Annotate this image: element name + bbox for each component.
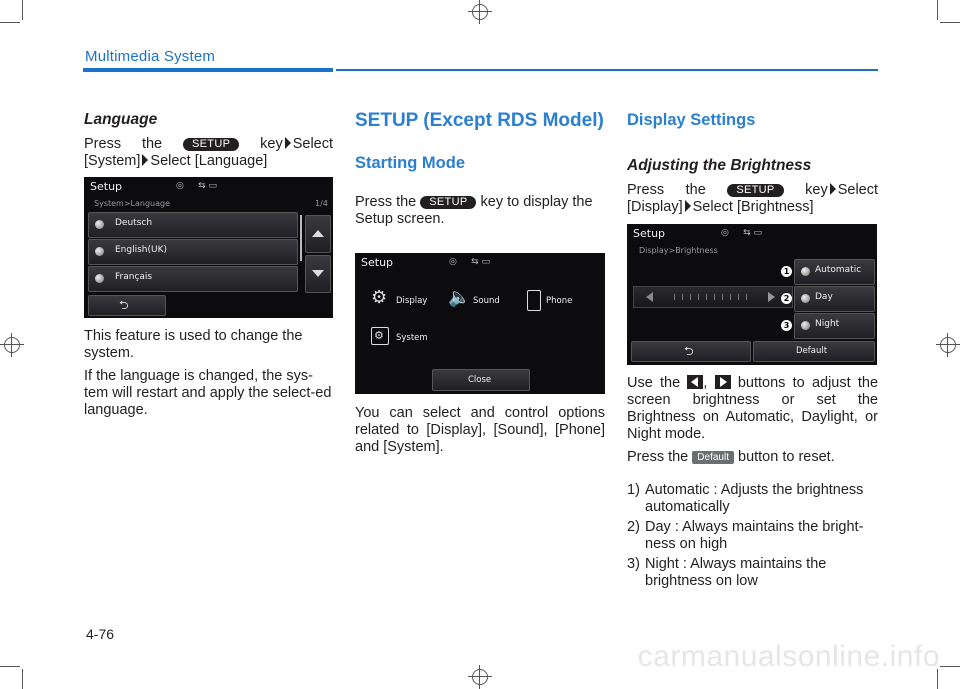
crop-mark — [0, 666, 20, 667]
mode-list — [627, 482, 878, 590]
increase-icon[interactable] — [768, 292, 775, 302]
language-heading: Language — [84, 111, 158, 128]
setup-heading: SETUP (Except RDS Model) — [355, 110, 604, 131]
system-gear-icon[interactable]: ⚙ — [371, 327, 389, 345]
scrollbar[interactable] — [300, 215, 302, 261]
registration-mark — [468, 665, 492, 689]
right-column — [627, 112, 878, 216]
language-para2: If the language is changed, the sys-tem will restart and apply the select-ed language. — [84, 368, 332, 418]
screen-title: Setup — [633, 227, 666, 240]
system-option-label[interactable]: System — [396, 333, 428, 343]
crop-mark — [940, 22, 960, 23]
left-column-body — [84, 328, 333, 419]
list-item: 1) Automatic : Adjusts the brightness automatically — [627, 482, 864, 515]
crop-mark — [22, 669, 23, 689]
default-key-badge: Default — [692, 451, 734, 464]
sound-icon[interactable]: 🔈 — [448, 287, 471, 308]
starting-mode-para: You can select and control options related to [Display], [Sound], [Phone] and [System]. — [355, 405, 605, 455]
back-button[interactable] — [631, 341, 751, 362]
brightness-scale — [674, 294, 754, 300]
screen-title: Setup — [90, 180, 123, 193]
setup-key-badge: SETUP — [727, 184, 783, 197]
language-option-francais[interactable]: Français — [88, 266, 298, 292]
screen-path: System>Language — [94, 199, 171, 208]
brightness-instruction-line2: [Display] Select [Brightness] — [627, 199, 814, 215]
scroll-down-button[interactable] — [305, 255, 331, 293]
close-button[interactable]: Close — [432, 369, 530, 391]
brightness-automatic-option[interactable]: Automatic — [794, 259, 875, 285]
arrow-right-icon — [285, 137, 291, 149]
watermark: carmanualsonline.info — [637, 640, 940, 673]
marker-2: 2 — [781, 293, 792, 304]
registration-mark — [936, 333, 960, 357]
header-rule — [83, 68, 333, 72]
triangle-up-icon — [312, 230, 324, 237]
back-button[interactable] — [88, 295, 166, 316]
triangle-down-icon — [312, 270, 324, 277]
language-para1: This feature is used to change the system. — [84, 328, 303, 361]
middle-column — [355, 112, 605, 228]
arrow-right-icon — [830, 183, 836, 195]
marker-1: 1 — [781, 266, 792, 277]
screen-path: Display>Brightness — [639, 246, 718, 255]
page-number: 4-76 — [86, 626, 115, 642]
status-icons: ◎ ⇆ ▭ — [449, 257, 491, 267]
header-rule — [336, 69, 878, 71]
registration-mark — [0, 333, 24, 357]
phone-icon[interactable] — [527, 290, 541, 311]
back-arrow-icon: ⮌ — [684, 344, 694, 358]
phone-option-label[interactable]: Phone — [546, 296, 573, 306]
list-item: 2) Day : Always maintains the bright-ness on high — [627, 519, 864, 552]
decrease-icon[interactable] — [646, 292, 653, 302]
setup-key-badge: SETUP — [183, 138, 239, 151]
marker-3: 3 — [781, 320, 792, 331]
brightness-night-option[interactable]: Night — [794, 313, 875, 339]
registration-mark — [468, 0, 492, 24]
reset-instruction: Press the Default button to reset. — [627, 449, 835, 465]
default-button[interactable]: Default — [753, 341, 875, 362]
scroll-up-button[interactable] — [305, 215, 331, 253]
crop-mark — [0, 22, 20, 23]
language-screen — [84, 177, 333, 318]
arrow-right-icon — [685, 200, 691, 212]
display-option-label[interactable]: Display — [396, 296, 428, 306]
status-icons: ◎ ⇆ ▭ — [721, 228, 763, 238]
right-column-body — [627, 375, 878, 590]
display-settings-icon[interactable]: ⚙ — [371, 287, 388, 308]
list-item: 3) Night : Always maintains the brightness on low — [627, 556, 827, 589]
back-arrow-icon: ⮌ — [119, 298, 129, 312]
setup-screen — [355, 253, 605, 394]
starting-mode-instruction: Press the SETUP key to display the Setup screen. — [355, 194, 593, 227]
arrow-right-icon — [142, 154, 148, 166]
display-settings-heading: Display Settings — [627, 111, 756, 129]
language-instruction-line1: Press the SETUP key Select — [84, 136, 334, 152]
left-column — [84, 111, 333, 170]
brightness-instruction-line1: Press the SETUP key Select — [627, 182, 879, 198]
language-instruction-line2: [System] Select [Language] — [84, 153, 268, 169]
language-option-deutsch[interactable]: Deutsch — [88, 212, 298, 238]
brightness-day-option[interactable]: Day — [794, 286, 875, 312]
setup-key-badge: SETUP — [420, 196, 476, 209]
brightness-slider[interactable] — [633, 286, 793, 308]
crop-mark — [940, 666, 960, 667]
sound-option-label[interactable]: Sound — [473, 296, 500, 306]
brightness-heading: Adjusting the Brightness — [627, 157, 812, 174]
screen-title: Setup — [361, 256, 394, 269]
section-title: Multimedia System — [85, 48, 216, 65]
left-button-icon — [687, 375, 703, 389]
crop-mark — [22, 0, 23, 20]
middle-column-body — [355, 405, 605, 456]
starting-mode-heading: Starting Mode — [355, 154, 465, 172]
right-button-icon — [715, 375, 731, 389]
adjust-instruction: Use the , buttons to adjust the screen brightness or set the Brightness on Automatic, Daylight, or Night mode. — [627, 375, 879, 442]
page-indicator: 1/4 — [315, 199, 328, 208]
status-icons: ◎ ⇆ ▭ — [176, 181, 218, 191]
brightness-screen — [627, 224, 877, 365]
crop-mark — [937, 0, 938, 20]
language-option-english[interactable]: English(UK) — [88, 239, 298, 265]
